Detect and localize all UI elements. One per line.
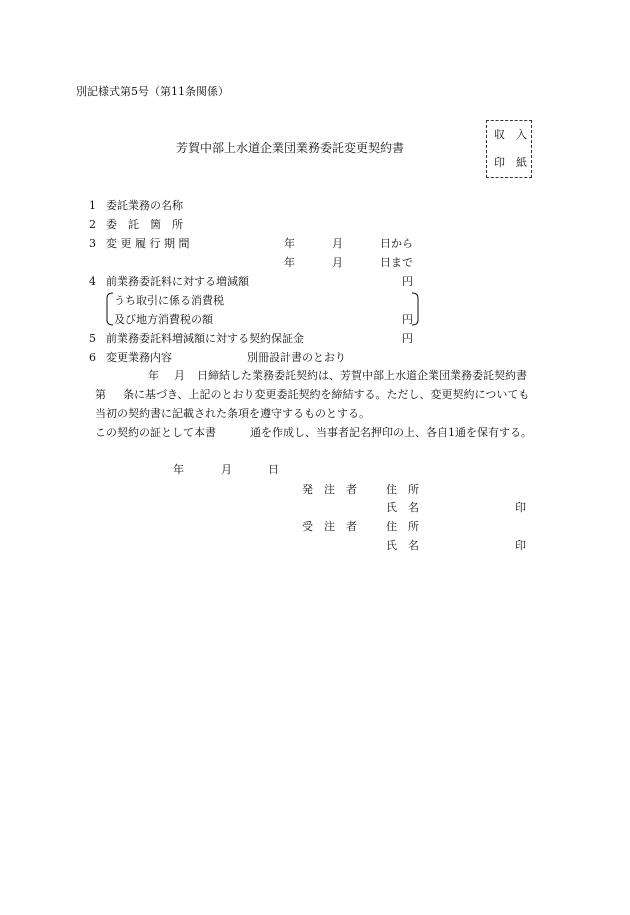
- orderer-address-label: 住 所: [386, 483, 419, 496]
- body-line4-a: この契約の証として本書: [95, 426, 216, 439]
- item-label-period: 変 更 履 行 期 間: [106, 237, 190, 250]
- item-label-fee-change: 前業務委託料に対する増減額: [106, 275, 249, 288]
- right-bracket: [411, 292, 421, 326]
- date-month: 月: [221, 463, 232, 476]
- contractor-label: 受 注 者: [302, 520, 357, 533]
- item-label-task-name: 委託業務の名称: [106, 199, 183, 212]
- item-number: 5: [89, 332, 96, 345]
- orderer-label: 発 注 者: [302, 483, 357, 496]
- body-line3: 当初の契約書に記載された条項を遵守するものとする。: [95, 407, 370, 420]
- item-number: 1: [89, 199, 96, 212]
- body-line4-b: 通を作成し、当事者記名押印の上、各自1通を保有する。: [250, 426, 532, 439]
- item-number: 4: [89, 275, 96, 288]
- period-to-day: 日まで: [380, 256, 413, 269]
- period-from-month: 月: [332, 237, 343, 250]
- contractor-name-label: 氏 名: [386, 539, 419, 552]
- period-from-year: 年: [284, 237, 295, 250]
- orderer-seal-mark: 印: [515, 501, 526, 514]
- stamp-label-line1: 収 入: [494, 128, 527, 141]
- sub-label-local-tax: 及び地方消費税の額: [114, 313, 213, 326]
- orderer-name-label: 氏 名: [386, 501, 419, 514]
- date-year: 年: [173, 463, 184, 476]
- stamp-label-line2: 印 紙: [494, 156, 527, 169]
- body-line2: 条に基づき、上記のとおり変更委託契約を締結する。ただし、変更契約についても: [123, 388, 530, 401]
- work-content-value: 別冊設計書のとおり: [247, 351, 346, 364]
- period-from-day: 日から: [380, 237, 413, 250]
- item-number: 3: [89, 237, 96, 250]
- yen-unit: 円: [402, 332, 413, 345]
- contractor-address-label: 住 所: [386, 520, 419, 533]
- body-month: 月: [174, 369, 185, 382]
- body-line1: 日締結した業務委託契約は、芳賀中部上水道企業団業務委託契約書: [197, 369, 527, 382]
- left-bracket: [104, 292, 114, 326]
- body-year: 年: [148, 369, 159, 382]
- period-to-year: 年: [284, 256, 295, 269]
- yen-unit: 円: [402, 313, 413, 326]
- item-label-location: 委 託 箇 所: [106, 218, 183, 231]
- item-number: 2: [89, 218, 96, 231]
- contractor-seal-mark: 印: [515, 539, 526, 552]
- item-label-work-content: 変更業務内容: [106, 351, 172, 364]
- period-to-month: 月: [332, 256, 343, 269]
- revenue-stamp-box: [486, 120, 532, 178]
- date-day: 日: [268, 463, 279, 476]
- yen-unit: 円: [402, 275, 413, 288]
- item-label-guarantee: 前業務委託料増減額に対する契約保証金: [106, 332, 304, 345]
- form-label: 別記様式第5号（第11条関係）: [76, 85, 229, 98]
- document-title: 芳賀中部上水道企業団業務委託変更契約書: [176, 141, 405, 155]
- item-number: 6: [89, 351, 96, 364]
- sub-label-consumption-tax: うち取引に係る消費税: [114, 294, 224, 307]
- body-line2-article: 第: [95, 388, 106, 401]
